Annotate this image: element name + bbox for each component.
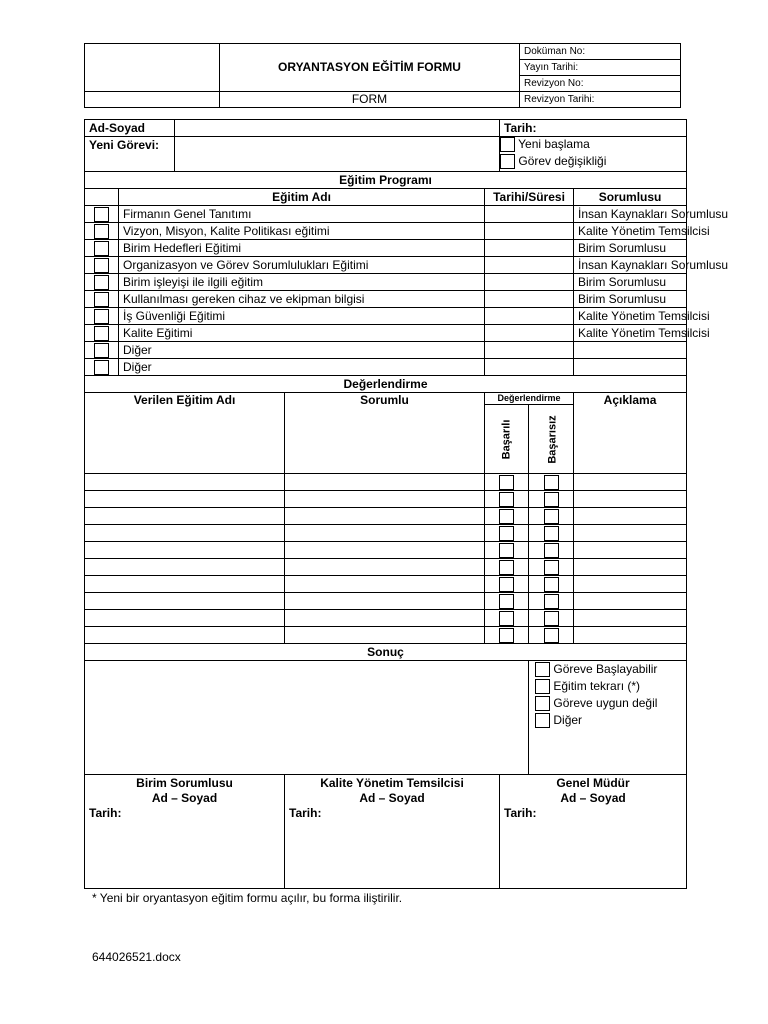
program-item-name: Kullanılması gereken cihaz ve ekipman bilgisi <box>119 291 485 308</box>
eval-col-resp: Sorumlu <box>285 393 485 474</box>
eval-row <box>85 474 687 491</box>
fail-checkbox[interactable] <box>544 628 559 643</box>
header-table <box>84 43 681 108</box>
signature-date: Tarih: <box>89 806 122 820</box>
program-item-date[interactable] <box>485 206 574 223</box>
success-checkbox[interactable] <box>499 611 514 626</box>
program-row <box>85 342 687 359</box>
eval-col-success: Başarılı <box>500 419 513 460</box>
publish-date: Yayın Tarihi: <box>520 60 681 76</box>
evaluation-section-title: Değerlendirme <box>85 376 687 393</box>
success-checkbox[interactable] <box>499 577 514 592</box>
eval-row <box>85 576 687 593</box>
success-checkbox[interactable] <box>499 628 514 643</box>
eval-col-fail: Başarısız <box>546 415 559 464</box>
signature-name: Ad – Soyad <box>359 791 425 805</box>
eval-row <box>85 593 687 610</box>
signature-role: Kalite Yönetim Temsilcisi <box>320 776 464 790</box>
success-checkbox[interactable] <box>499 543 514 558</box>
repeat-training-checkbox[interactable] <box>535 679 550 694</box>
success-checkbox[interactable] <box>499 560 514 575</box>
program-item-name: İş Güvenliği Eğitimi <box>119 308 485 325</box>
program-item-resp: Kalite Yönetim Temsilcisi <box>574 308 687 325</box>
program-checkbox[interactable] <box>94 275 109 290</box>
fail-checkbox[interactable] <box>544 611 559 626</box>
signature-quality[interactable] <box>285 775 500 889</box>
program-row <box>85 223 687 240</box>
not-suitable-checkbox[interactable] <box>535 696 550 711</box>
program-row <box>85 240 687 257</box>
program-item-date[interactable] <box>485 359 574 376</box>
program-item-name: Vizyon, Misyon, Kalite Politikası eğitimi <box>119 223 485 240</box>
program-checkbox[interactable] <box>94 360 109 375</box>
program-item-resp: Birim Sorumlusu <box>574 240 687 257</box>
program-checkbox[interactable] <box>94 241 109 256</box>
fail-checkbox[interactable] <box>544 509 559 524</box>
filename: 644026521.docx <box>92 950 181 964</box>
signature-role: Genel Müdür <box>556 776 630 790</box>
program-checkbox[interactable] <box>94 309 109 324</box>
main-form-table <box>84 119 729 889</box>
program-checkbox[interactable] <box>94 207 109 222</box>
eval-row <box>85 491 687 508</box>
program-checkbox[interactable] <box>94 326 109 341</box>
program-row <box>85 291 687 308</box>
can-start-checkbox[interactable] <box>535 662 550 677</box>
program-col-resp: Sorumlusu <box>574 189 687 206</box>
eval-row <box>85 525 687 542</box>
fail-checkbox[interactable] <box>544 594 559 609</box>
role-input[interactable] <box>175 137 500 172</box>
program-item-date[interactable] <box>485 342 574 359</box>
revision-date: Revizyon Tarihi: <box>520 92 681 108</box>
program-item-date[interactable] <box>485 257 574 274</box>
program-item-resp: Kalite Yönetim Temsilcisi <box>574 223 687 240</box>
new-start-checkbox[interactable] <box>500 137 515 152</box>
name-label: Ad-Soyad <box>85 120 175 137</box>
program-row <box>85 325 687 342</box>
fail-checkbox[interactable] <box>544 560 559 575</box>
form-subtitle: FORM <box>220 92 520 108</box>
signature-date: Tarih: <box>504 806 537 820</box>
logo-area <box>85 44 220 92</box>
program-row <box>85 308 687 325</box>
program-checkbox[interactable] <box>94 258 109 273</box>
eval-row <box>85 542 687 559</box>
repeat-training-label: Eğitim tekrarı (*) <box>553 679 641 693</box>
program-item-name: Organizasyon ve Görev Sorumlulukları Eğitimi <box>119 257 485 274</box>
other-result-label: Diğer <box>553 713 583 727</box>
signature-gm[interactable] <box>500 775 687 889</box>
doc-no: Doküman No: <box>520 44 681 60</box>
program-item-date[interactable] <box>485 308 574 325</box>
date-label: Tarih: <box>500 120 687 137</box>
signature-unit[interactable] <box>85 775 285 889</box>
program-item-date[interactable] <box>485 274 574 291</box>
program-item-resp: Birim Sorumlusu <box>574 291 687 308</box>
success-checkbox[interactable] <box>499 594 514 609</box>
result-section-title: Sonuç <box>85 644 687 661</box>
program-item-name: Birim işleyişi ile ilgili eğitim <box>119 274 485 291</box>
fail-checkbox[interactable] <box>544 543 559 558</box>
program-checkbox[interactable] <box>94 343 109 358</box>
role-change-checkbox[interactable] <box>500 154 515 169</box>
eval-row <box>85 508 687 525</box>
new-start-label: Yeni başlama <box>518 137 590 151</box>
signature-date: Tarih: <box>289 806 322 820</box>
program-checkbox[interactable] <box>94 224 109 239</box>
eval-col-desc: Açıklama <box>574 393 687 474</box>
signature-name: Ad – Soyad <box>560 791 626 805</box>
program-item-resp: İnsan Kaynakları Sorumlusu <box>574 257 687 274</box>
success-checkbox[interactable] <box>499 492 514 507</box>
program-item-name: Diğer <box>119 342 485 359</box>
success-checkbox[interactable] <box>499 526 514 541</box>
program-row <box>85 206 687 223</box>
fail-checkbox[interactable] <box>544 526 559 541</box>
success-checkbox[interactable] <box>499 475 514 490</box>
can-start-label: Göreve Başlayabilir <box>553 662 658 676</box>
program-col-name: Eğitim Adı <box>119 189 485 206</box>
name-input[interactable] <box>175 120 500 137</box>
fail-checkbox[interactable] <box>544 577 559 592</box>
program-item-name: Kalite Eğitimi <box>119 325 485 342</box>
footnote: * Yeni bir oryantasyon eğitim formu açılır, bu forma iliştirilir. <box>92 891 403 905</box>
eval-row <box>85 627 687 644</box>
program-item-resp: Birim Sorumlusu <box>574 274 687 291</box>
program-item-name: Firmanın Genel Tanıtımı <box>119 206 485 223</box>
program-item-resp: Kalite Yönetim Temsilcisi <box>574 325 687 342</box>
not-suitable-label: Göreve uygun değil <box>553 696 658 710</box>
fail-checkbox[interactable] <box>544 492 559 507</box>
program-item-date[interactable] <box>485 291 574 308</box>
eval-col-eval: Değerlendirme <box>485 393 574 405</box>
form-title: ORYANTASYON EĞİTİM FORMU <box>220 44 520 92</box>
program-item-resp: İnsan Kaynakları Sorumlusu <box>574 206 687 223</box>
eval-row <box>85 610 687 627</box>
program-col-date: Tarihi/Süresi <box>485 189 574 206</box>
role-change-label: Görev değişikliği <box>518 154 607 168</box>
signature-name: Ad – Soyad <box>151 791 218 805</box>
program-item-date[interactable] <box>485 240 574 257</box>
signature-role: Birim Sorumlusu <box>136 776 233 790</box>
program-row <box>85 274 687 291</box>
eval-row <box>85 559 687 576</box>
program-item-name: Diğer <box>119 359 485 376</box>
program-row <box>85 257 687 274</box>
fail-checkbox[interactable] <box>544 475 559 490</box>
program-item-date[interactable] <box>485 325 574 342</box>
eval-col-name: Verilen Eğitim Adı <box>85 393 285 474</box>
revision-no: Revizyon No: <box>520 76 681 92</box>
success-checkbox[interactable] <box>499 509 514 524</box>
other-result-checkbox[interactable] <box>535 713 550 728</box>
program-checkbox[interactable] <box>94 292 109 307</box>
program-item-name: Birim Hedefleri Eğitimi <box>119 240 485 257</box>
result-notes[interactable] <box>85 661 529 775</box>
program-section-title: Eğitim Programı <box>85 172 687 189</box>
program-item-date[interactable] <box>485 223 574 240</box>
program-item-resp <box>574 359 687 376</box>
program-row <box>85 359 687 376</box>
program-item-resp <box>574 342 687 359</box>
role-label: Yeni Görevi: <box>85 137 175 172</box>
